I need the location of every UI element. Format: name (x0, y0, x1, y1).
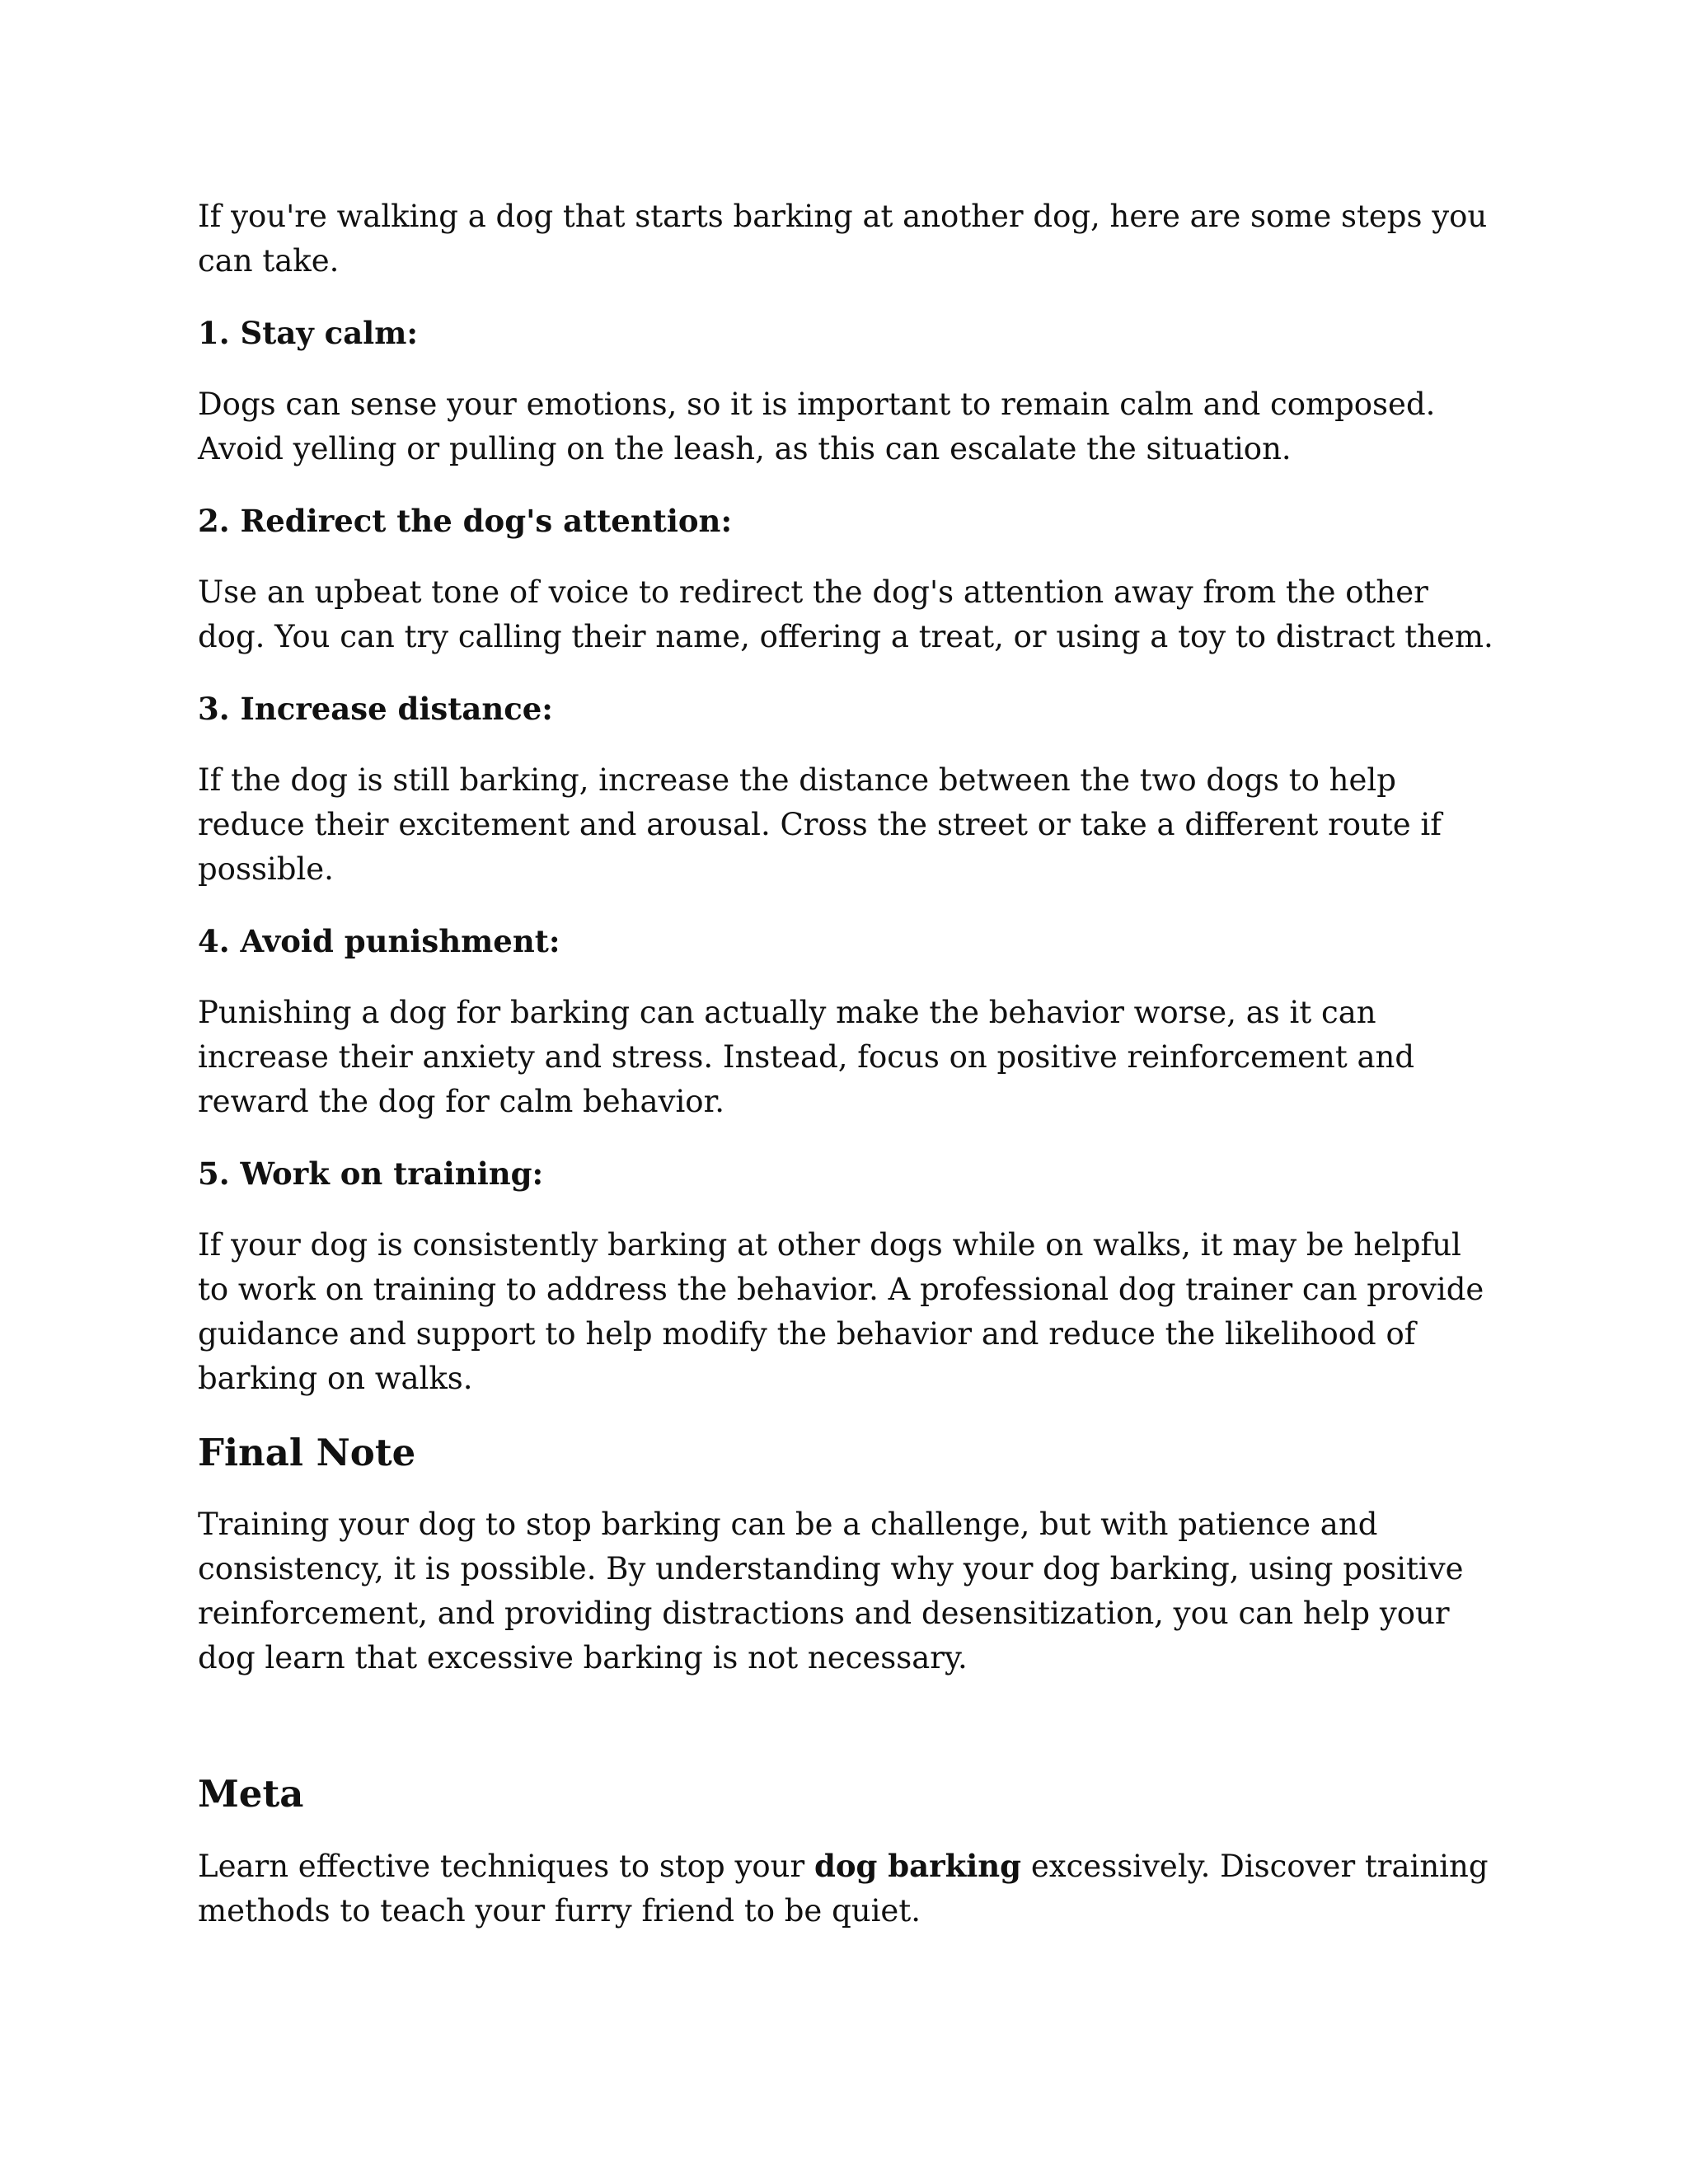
step-1-heading: 1. Stay calm: (198, 315, 419, 351)
step-3-body: If the dog is still barking, increase the distance between the two dogs to help reduce their excitement and arousal. Cross the street or take a different route if possible. (198, 762, 1442, 887)
document-content (198, 194, 1500, 1933)
meta-body-start: Learn effective techniques to stop your (198, 1849, 814, 1884)
meta-body (198, 1844, 1500, 1933)
meta-heading: Meta (198, 1772, 304, 1816)
step-3-heading: 3. Increase distance: (198, 691, 553, 727)
step-4-body: Punishing a dog for barking can actually make the behavior worse, as it can increase their anxiety and stress. Instead, focus on positive reinforcement and reward the dog for calm behavior. (198, 995, 1415, 1119)
step-5-body: If your dog is consistently barking at other dogs while on walks, it may be helpful to work on training to address the behavior. A professional dog trainer can provide guidance and support to help modify the behavior and reduce the likelihood of barking on walks. (198, 1227, 1484, 1396)
step-4-heading: 4. Avoid punishment: (198, 923, 560, 959)
intro-paragraph: If you're walking a dog that starts barking at another dog, here are some steps you can take. (198, 199, 1488, 279)
step-2-heading: 2. Redirect the dog's attention: (198, 503, 733, 539)
step-2-body: Use an upbeat tone of voice to redirect the dog's attention away from the other dog. You can try calling their name, offering a treat, or using a toy to distract them. (198, 574, 1493, 654)
final-note-body: Training your dog to stop barking can be a challenge, but with patience and consistency, it is possible. By understanding why your dog barking, using positive reinforcement, and providing distractions and desensitization, you can help your dog learn that excessive barking is not necessary. (198, 1507, 1464, 1675)
meta-keyword: dog barking (814, 1848, 1022, 1884)
meta-body-end: excessively. Discover training methods to teach your furry friend to be quiet. (198, 1849, 1489, 1929)
step-1-body: Dogs can sense your emotions, so it is important to remain calm and composed. Avoid yelling or pulling on the leash, as this can escalate the situation. (198, 387, 1436, 466)
step-5-heading: 5. Work on training: (198, 1155, 544, 1192)
final-note-heading: Final Note (198, 1431, 416, 1474)
